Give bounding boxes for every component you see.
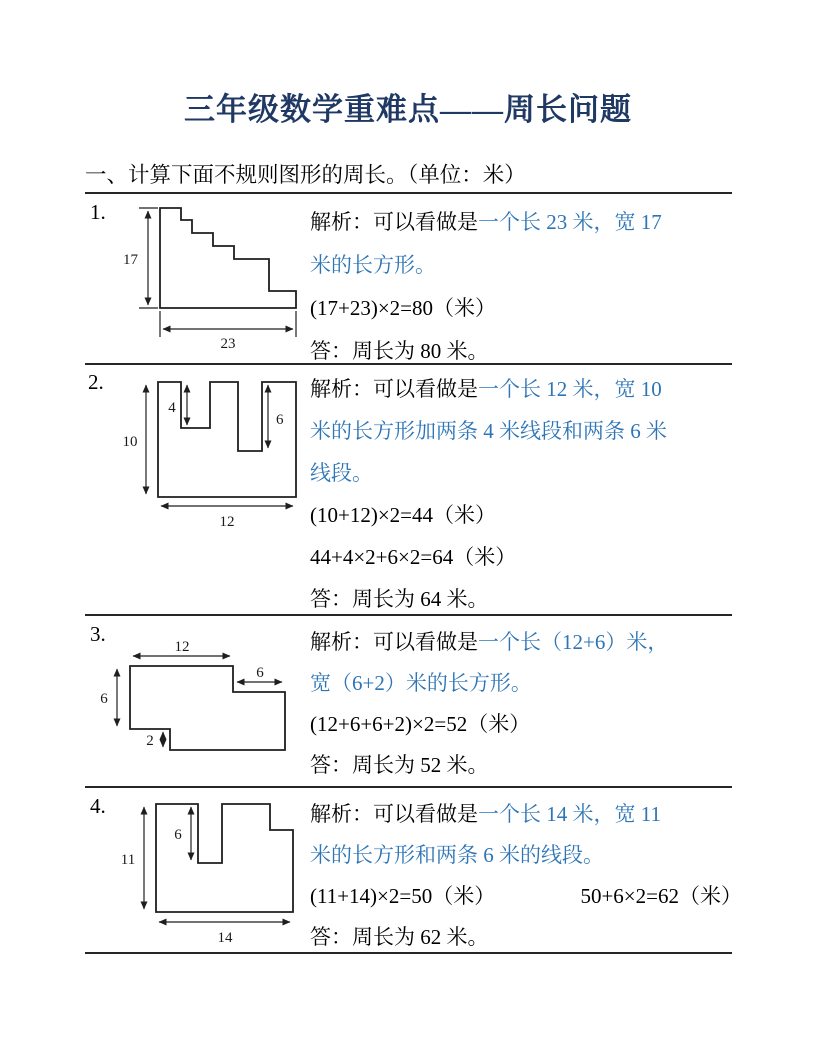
dim-label-height: 10 — [122, 434, 138, 450]
formula-line — [310, 704, 742, 745]
problem-4-number: 4. — [90, 794, 106, 818]
formula-line — [310, 876, 742, 917]
notched-square-shape — [158, 382, 296, 497]
formula-line — [310, 287, 742, 330]
problem-2-number: 2. — [88, 370, 104, 394]
answer-line — [310, 330, 742, 373]
answer-line — [310, 578, 742, 620]
analysis-highlight: 一个长 14 米，宽 11 — [478, 802, 661, 826]
dim-label-notch: 6 — [174, 827, 182, 843]
dim-label-width: 23 — [220, 336, 236, 352]
dim-label-left: 6 — [100, 691, 108, 707]
analysis-line — [310, 835, 742, 876]
analysis-prefix: 解析：可以看做是 — [310, 802, 478, 826]
formula: (12+6+6+2)×2=52（米） — [310, 712, 531, 736]
analysis-line — [310, 244, 742, 287]
analysis-highlight: 一个长（12+6）米， — [478, 630, 669, 654]
problem-3-solution — [310, 622, 742, 786]
analysis-line — [310, 663, 742, 704]
answer-line — [310, 917, 742, 958]
analysis-line — [310, 368, 742, 410]
analysis-highlight: 一个长 23 米，宽 17 — [478, 210, 662, 234]
staircase-shape — [160, 208, 296, 308]
problem-1-figure — [112, 200, 304, 352]
notched-rectangle-shape — [156, 804, 293, 912]
answer-line — [310, 745, 742, 786]
dim-label-notch2: 6 — [276, 412, 284, 428]
divider — [85, 192, 732, 194]
analysis-highlight: 米的长方形。 — [310, 253, 436, 277]
dim-label-notch1: 4 — [168, 400, 176, 416]
problem-2-solution — [310, 368, 742, 620]
problem-3-figure — [90, 638, 308, 788]
analysis-prefix: 解析：可以看做是 — [310, 630, 478, 654]
problem-4-figure — [108, 794, 304, 954]
page-title: 三年级数学重难点——周长问题 — [184, 92, 632, 127]
dim-label-top: 12 — [174, 639, 190, 655]
answer: 答：周长为 64 米。 — [310, 587, 489, 611]
formula: (10+12)×2=44（米） — [310, 503, 497, 527]
analysis-highlight: 米的长方形和两条 6 米的线段。 — [310, 843, 604, 867]
formula: 44+4×2+6×2=64（米） — [310, 545, 517, 569]
formula-line — [310, 536, 742, 578]
section-heading: 一、计算下面不规则图形的周长。（单位：米） — [85, 163, 526, 187]
answer: 答：周长为 62 米。 — [310, 925, 489, 949]
formula: (11+14)×2=50（米） — [310, 884, 496, 908]
answer: 答：周长为 52 米。 — [310, 753, 489, 777]
dim-label-height: 17 — [123, 252, 138, 268]
dim-label-step: 2 — [146, 733, 154, 749]
dim-label-width: 14 — [217, 930, 233, 946]
dim-label-right: 6 — [256, 665, 264, 681]
analysis-line — [310, 452, 742, 494]
analysis-line — [310, 794, 742, 835]
analysis-highlight: 宽（6+2）米的长方形。 — [310, 671, 532, 695]
dim-label-width: 12 — [219, 514, 235, 530]
problem-4-solution — [310, 794, 742, 958]
formula: (17+23)×2=80（米） — [310, 296, 497, 320]
analysis-prefix: 解析：可以看做是 — [310, 210, 478, 234]
problem-3-number: 3. — [90, 622, 106, 646]
formula: 50+6×2=62（米） — [580, 884, 742, 908]
analysis-line — [310, 201, 742, 244]
analysis-highlight: 线段。 — [310, 461, 373, 485]
analysis-highlight: 米的长方形加两条 4 米线段和两条 6 米 — [310, 419, 667, 443]
analysis-line — [310, 410, 742, 452]
problem-1-solution — [310, 201, 742, 373]
dim-label-height: 11 — [120, 852, 136, 868]
problem-1-number: 1. — [90, 200, 106, 224]
analysis-line — [310, 622, 742, 663]
formula-line — [310, 494, 742, 536]
analysis-prefix: 解析：可以看做是 — [310, 377, 478, 401]
problem-2-figure — [110, 372, 302, 540]
answer: 答：周长为 80 米。 — [310, 339, 489, 363]
analysis-highlight: 一个长 12 米，宽 10 — [478, 377, 662, 401]
